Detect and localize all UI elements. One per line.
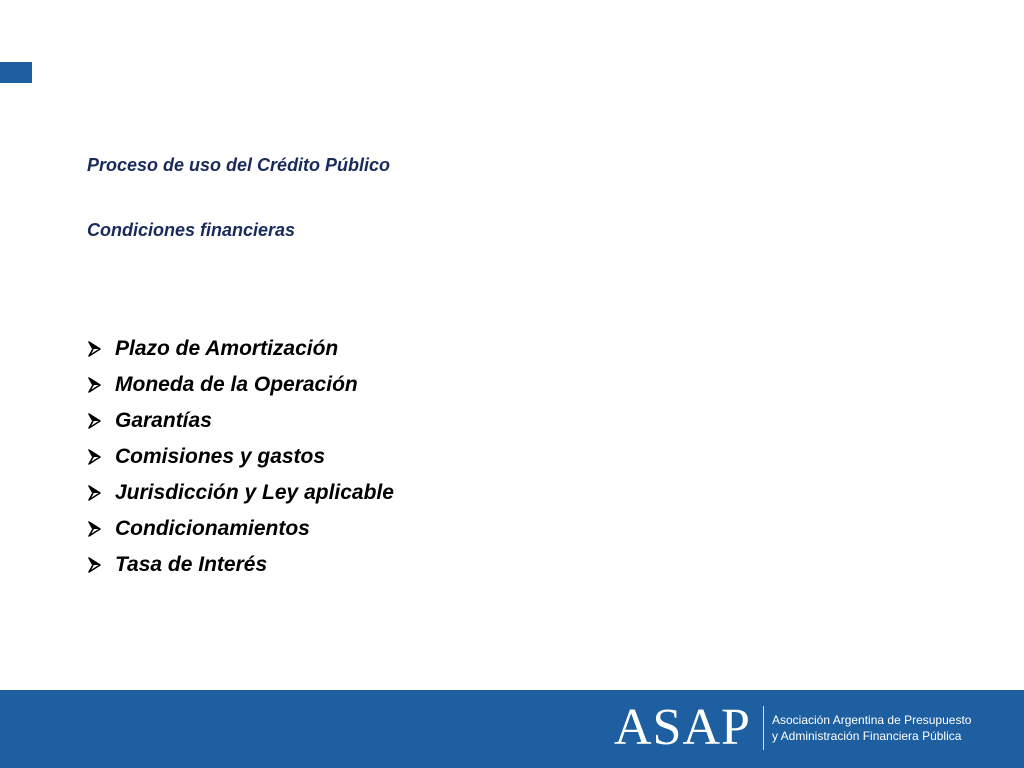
arrow-bullet-icon <box>85 484 103 502</box>
list-item <box>85 511 394 547</box>
asap-logo: ASAP <box>614 699 751 756</box>
list-item-label: Comisiones y gastos <box>115 445 326 468</box>
list-item <box>85 475 394 511</box>
section-title: Proceso de uso del Crédito Público <box>87 155 391 175</box>
list-item <box>85 403 394 439</box>
accent-square <box>0 62 32 83</box>
section-subtitle: Condiciones financieras <box>87 220 296 240</box>
organization-name-line1: Asociación Argentina de Presupuesto <box>772 713 972 727</box>
list-item <box>85 439 394 475</box>
organization-name-line2: y Administración Financiera Pública <box>772 729 962 743</box>
list-item-label: Tasa de Interés <box>115 553 268 576</box>
conditions-list <box>85 331 394 583</box>
footer-divider <box>763 706 764 750</box>
list-item <box>85 547 394 583</box>
list-item-label: Moneda de la Operación <box>115 373 358 396</box>
arrow-bullet-icon <box>85 520 103 538</box>
arrow-bullet-icon <box>85 376 103 394</box>
list-item-label: Jurisdicción y Ley aplicable <box>115 481 394 504</box>
list-item-label: Garantías <box>115 409 212 432</box>
footer-bar <box>0 690 1024 768</box>
arrow-bullet-icon <box>85 340 103 358</box>
organization-name <box>772 712 971 744</box>
list-item <box>85 331 394 367</box>
list-item-label: Condicionamientos <box>115 517 310 540</box>
arrow-bullet-icon <box>85 448 103 466</box>
arrow-bullet-icon <box>85 556 103 574</box>
list-item-label: Plazo de Amortización <box>115 337 339 360</box>
arrow-bullet-icon <box>85 412 103 430</box>
list-item <box>85 367 394 403</box>
